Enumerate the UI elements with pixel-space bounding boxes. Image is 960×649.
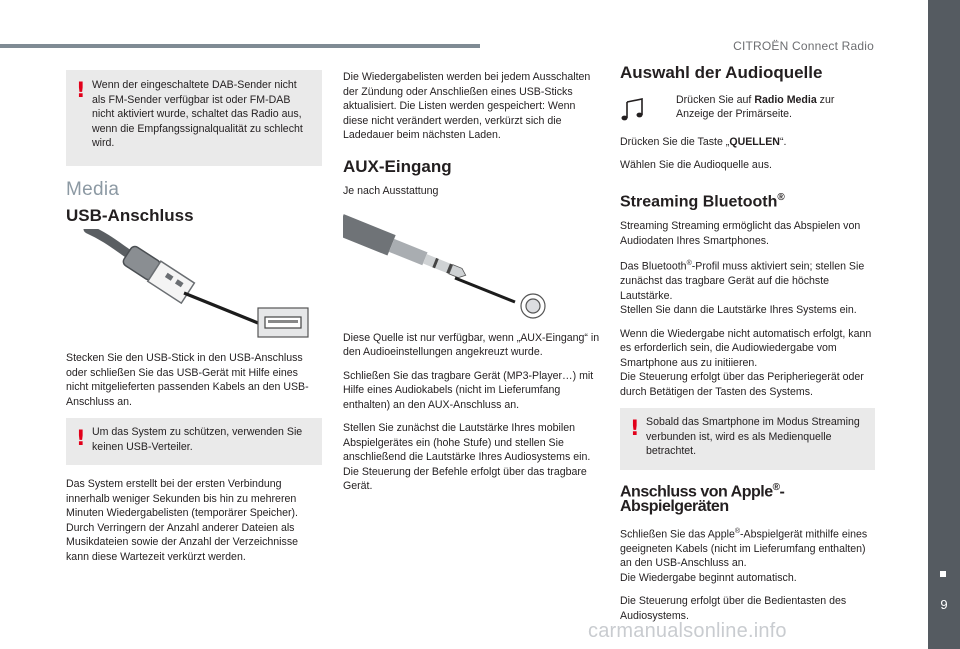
apple-title: Anschluss von Apple®-Abspielgeräten: [620, 482, 785, 516]
usb-plug-illustration: [66, 229, 322, 341]
audio-source-title: Auswahl der Audioquelle: [620, 63, 823, 82]
radio-media-instruction: [620, 93, 875, 129]
radio-media-text: Drücken Sie auf Radio Media zur Anzeige der Primärseite.: [676, 93, 835, 120]
warning-text: Um das System zu schützen, verwenden Sie keinen USB-Verteiler.: [92, 426, 303, 453]
usb-paragraph: Stecken Sie den USB-Stick in den USB-Anschluss oder schließen Sie das USB-Gerät mit Hilfe eines nicht mitgelieferten passenden Kabels an den USB-Anschluss an.: [66, 352, 309, 408]
choose-source-text: Wählen Sie die Audioquelle aus.: [620, 159, 772, 171]
bluetooth-title: Streaming Bluetooth®: [620, 191, 785, 210]
brand-header: CITROËN Connect Radio: [733, 39, 874, 53]
warning-text: Sobald das Smartphone im Modus Streaming verbunden ist, wird es als Medienquelle betrachtet.: [646, 416, 860, 458]
aux-paragraph-1: Diese Quelle ist nur verfügbar, wenn „AUX-Eingang“ in den Audioeinstellungen angekreuzt wurde.: [343, 331, 600, 358]
warning-icon: !: [76, 78, 86, 102]
apple-paragraph-2: Die Steuerung erfolgt über die Bedientasten des Audiosystems.: [620, 595, 847, 622]
column-2: [343, 70, 600, 503]
warning-note-dab: [66, 70, 322, 166]
page-number: 9: [940, 597, 948, 612]
warning-icon: !: [76, 426, 86, 450]
column-3: [620, 63, 875, 632]
column-1: [66, 70, 322, 573]
apple-paragraph-1b: Die Wiedergabe beginnt automatisch.: [620, 571, 797, 584]
apple-paragraph-1: Schließen Sie das Apple®-Abspielgerät mithilfe eines geeigneten Kabels (nicht im Lieferumfang enthalten) an den USB-Anschluss an.: [620, 527, 868, 570]
top-rule: [0, 44, 480, 48]
radio-media-label: Radio Media: [754, 93, 817, 106]
quellen-label: QUELLEN: [729, 135, 780, 148]
side-band: [928, 0, 960, 649]
bt-paragraph-3a: Wenn die Wiedergabe nicht automatisch erfolgt, kann es erforderlich sein, die Audiowiedergabe vom Smartphone aus zu initiieren.: [620, 327, 872, 369]
aux-subtitle: Je nach Ausstattung: [343, 185, 439, 197]
aux-jack-illustration: [343, 208, 563, 323]
warning-note-usb: [66, 418, 322, 465]
bt-paragraph-3b: Die Steuerung erfolgt über das Peripheriegerät oder durch Betätigen der Tasten des Systems.: [620, 371, 864, 398]
continue-marker-icon: [940, 571, 946, 577]
quellen-instruction: Drücken Sie die Taste „QUELLEN“.: [620, 135, 787, 148]
warning-note-streaming: [620, 408, 875, 470]
bt-paragraph-2b: Stellen Sie dann die Lautstärke Ihres Systems ein.: [620, 304, 857, 317]
aux-paragraph-3b: Die Steuerung der Befehle erfolgt über das tragbare Gerät.: [343, 465, 587, 492]
aux-paragraph-3a: Stellen Sie zunächst die Lautstärke Ihres mobilen Abspielgerätes ein (hohe Stufe) und stellen Sie anschließend die Lautstärke Ihres Audiosystems ein.: [343, 422, 591, 463]
watermark: carmanualsonline.info: [588, 620, 787, 642]
aux-paragraph-2: Schließen Sie das tragbare Gerät (MP3-Player…) mit Hilfe eines Audiokabels (nicht im Lieferumfang enthalten) an den AUX-Anschluss an.: [343, 369, 594, 411]
media-title: Media: [66, 179, 120, 200]
usb-title: USB-Anschluss: [66, 205, 194, 225]
aux-title: AUX-Eingang: [343, 156, 452, 176]
music-note-icon: [620, 97, 646, 123]
playlist-paragraph: Das System erstellt bei der ersten Verbindung innerhalb weniger Sekunden bis hin zu mehreren Minuten Wiedergabelisten (temporärer Speicher). Durch Verringern der Anzahl anderer Dateien als Musikdateien sowie der Anzahl der Verzeichnisse kann diese Wartezeit verkürzt werden.: [66, 478, 299, 563]
playlist-update-paragraph: Die Wiedergabelisten werden bei jedem Ausschalten der Zündung oder Anschließen eines USB-Sticks aktualisiert. Die Listen werden gespeichert: Wenn diese nicht verändert werden, verkürzt sich die Ladedauer beim nächsten Laden.: [343, 71, 591, 141]
warning-icon: !: [630, 416, 640, 441]
bt-paragraph-1: Streaming Streaming ermöglicht das Abspielen von Audiodaten Ihres Smartphones.: [620, 220, 861, 247]
warning-text: Wenn der eingeschaltete DAB-Sender nicht als FM-Sender verfügbar ist oder FM-DAB nicht aktiviert wurde, schaltet das Radio aus, wenn die Empfangssignalqualität zu schlecht wird.: [92, 79, 303, 149]
bt-paragraph-2: Das Bluetooth®-Profil muss aktiviert sein; stellen Sie zunächst das tragbare Gerät auf die höchste Lautstärke.: [620, 260, 865, 302]
